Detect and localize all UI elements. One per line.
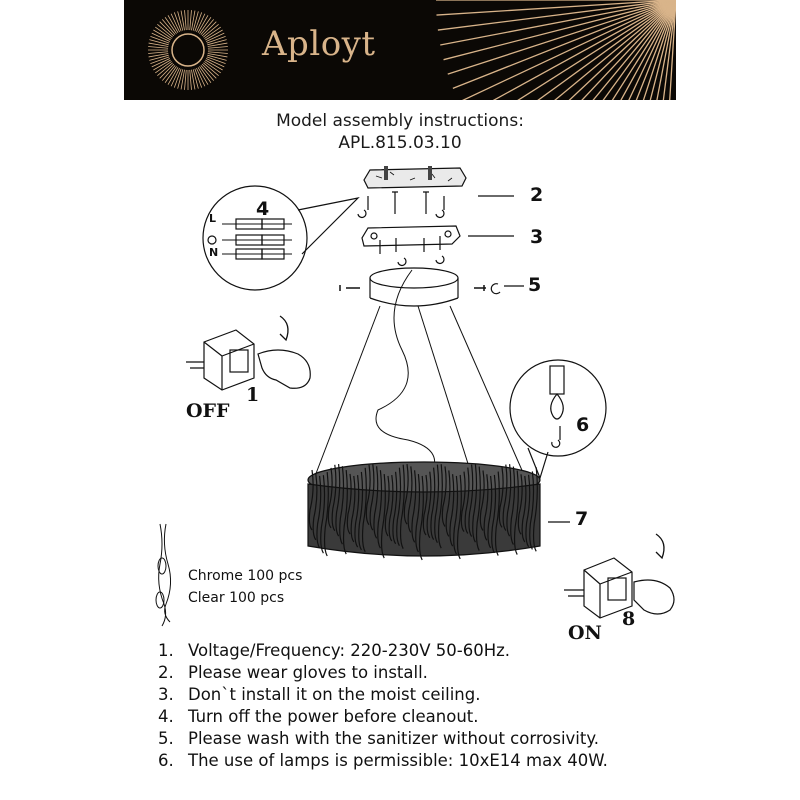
callout-8: 8 (622, 608, 636, 630)
ceiling-plate (364, 166, 466, 188)
canopy (340, 268, 500, 306)
callout-5: 5 (528, 274, 542, 296)
legend-clear: Clear 100 pcs (188, 590, 285, 606)
list-item: 6. The use of lamps is permissible: 10xE14 max 40W. (158, 751, 608, 770)
switch-on-label: ON (568, 622, 602, 644)
callout-3: 3 (530, 226, 544, 248)
screw-icon (368, 192, 444, 214)
switch-off-label: OFF (186, 400, 230, 422)
list-item: 4. Turn off the power before cleanout. (158, 707, 479, 726)
hand-on-icon (634, 580, 674, 614)
suspension-cables (312, 270, 528, 484)
callout-6: 6 (576, 414, 590, 436)
wiring-callout (203, 184, 358, 294)
list-item: 2. Please wear gloves to install. (158, 663, 428, 682)
chandelier-body (308, 462, 540, 560)
list-item: 1. Voltage/Frequency: 220-230V 50-60Hz. (158, 641, 511, 660)
wire-neutral-label: N (209, 246, 219, 259)
bulb-callout (510, 360, 606, 478)
brand-name: Aployt (262, 24, 376, 64)
callout-2: 2 (530, 184, 544, 206)
callout-1: 1 (246, 384, 260, 406)
crystal-strand-icon (156, 524, 171, 626)
wire-live-label: L (209, 212, 217, 225)
list-item: 5. Please wash with the sanitizer without corrosivity. (158, 729, 600, 748)
model-number: APL.815.03.10 (338, 133, 462, 153)
legend-chrome: Chrome 100 pcs (188, 568, 303, 584)
callout-7: 7 (575, 508, 589, 530)
safety-notes (158, 640, 608, 772)
mounting-bracket (362, 226, 460, 254)
hand-icon (258, 350, 310, 388)
list-item: 3. Don`t install it on the moist ceiling. (158, 685, 481, 704)
switch-box-icon (186, 330, 254, 390)
callout-4: 4 (256, 198, 270, 220)
page-title: Model assembly instructions: (276, 111, 524, 131)
